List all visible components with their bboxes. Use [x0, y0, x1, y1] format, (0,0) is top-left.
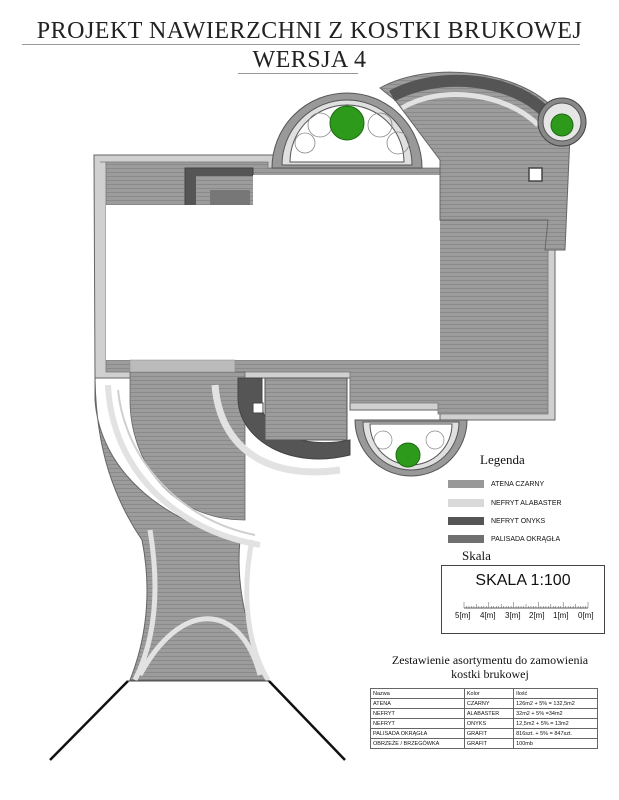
legend-title: Legenda	[480, 452, 525, 467]
table-header-row	[371, 689, 598, 699]
legend-item	[448, 499, 618, 509]
summary-title-line: kostki brukowej	[451, 667, 529, 681]
scale-tick: 2[m]	[529, 611, 545, 620]
onyks-corner	[185, 168, 253, 206]
building-footprint	[106, 205, 440, 360]
table-cell: GRAFIT	[464, 739, 513, 749]
onyks-area	[238, 378, 350, 459]
table-cell: 12,5m2 + 5% = 13m2	[514, 719, 598, 729]
table-cell: GRAFIT	[464, 729, 513, 739]
summary-title-line: Zestawienie asortymentu do zamowienia	[391, 653, 589, 667]
summary-title	[370, 653, 610, 681]
table-cell: 100mb	[514, 739, 598, 749]
legend-swatch	[448, 480, 484, 488]
table-cell: OBRZEŻE / BRZEGÓWKA	[371, 739, 465, 749]
scale-tick: 5[m]	[455, 611, 471, 620]
table-row	[371, 699, 598, 709]
scale-label: SKALA 1:100	[475, 572, 571, 589]
scale-tick: 4[m]	[480, 611, 496, 620]
table-cell: NEFRYT	[371, 719, 465, 729]
legend-label: PALISADA OKRĄGŁA	[491, 536, 561, 543]
table-cell: 126m2 + 5% = 132,5m2	[514, 699, 598, 709]
table-cell: 816szt. + 5% = 847szt.	[514, 729, 598, 739]
driveway-lines	[50, 681, 345, 760]
table-cell: 32m2 + 5% =34m2	[514, 709, 598, 719]
scale-tick: 1[m]	[553, 611, 569, 620]
legend-label: ATENA CZARNY	[491, 481, 545, 488]
table-cell: NEFRYT	[371, 709, 465, 719]
table-cell: CZARNY	[464, 699, 513, 709]
scale-box	[441, 565, 605, 634]
tree-icon	[396, 443, 420, 467]
table-row	[371, 719, 598, 729]
summary-table	[370, 688, 598, 749]
small-planter	[538, 98, 586, 146]
table-row	[371, 729, 598, 739]
table-row	[371, 709, 598, 719]
legend-label: NEFRYT ALABASTER	[491, 500, 562, 507]
legend-swatch	[448, 517, 484, 525]
table-cell: ATENA	[371, 699, 465, 709]
column-header: Nazwa	[371, 689, 465, 699]
legend-item	[448, 480, 618, 490]
table-row	[371, 739, 598, 749]
table-cell: PALISADA OKRĄGŁA	[371, 729, 465, 739]
scale-bar	[442, 566, 604, 633]
scale-tick: 3[m]	[505, 611, 521, 620]
legend-item	[448, 517, 618, 527]
project-title: PROJEKT NAWIERZCHNI Z KOSTKI BRUKOWEJ	[36, 18, 583, 44]
column-header: Kolor	[464, 689, 513, 699]
legend-label: NEFRYT ONYKS	[491, 518, 546, 525]
scale-tick: 0[m]	[578, 611, 594, 620]
legend-item	[448, 535, 618, 545]
legend-swatch	[448, 499, 484, 507]
scale-title: Skala	[462, 548, 491, 563]
column-header: Ilość	[514, 689, 598, 699]
tree-icon	[551, 114, 573, 136]
table-cell: ALABASTER	[464, 709, 513, 719]
legend-swatch	[448, 535, 484, 543]
tree-icon	[330, 106, 364, 140]
project-version: WERSJA 4	[252, 47, 367, 73]
bottom-planter	[355, 420, 467, 476]
table-cell: ONYKS	[464, 719, 513, 729]
